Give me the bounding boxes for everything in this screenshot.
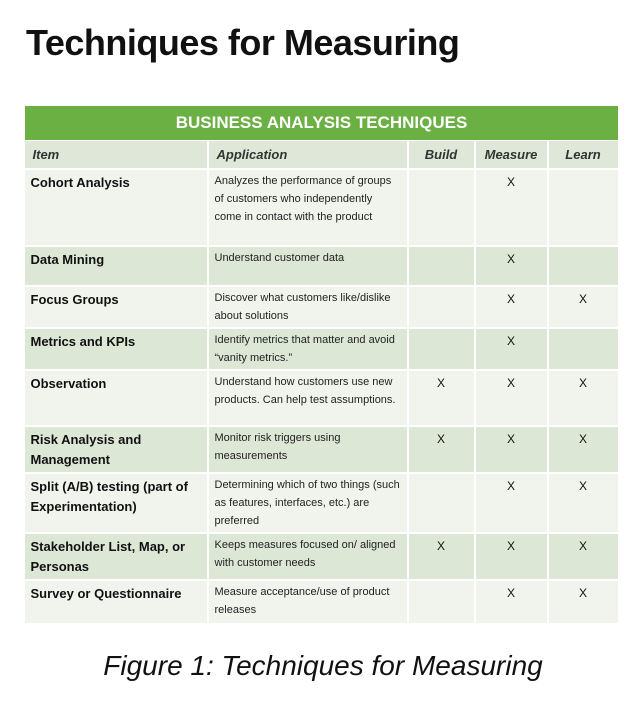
row-measure: X [475,533,548,580]
row-learn: X [548,473,619,533]
row-measure: X [475,286,548,328]
row-item: Risk Analysis and Management [25,426,208,473]
table-row [25,370,619,426]
row-build [408,169,475,246]
row-measure: X [475,426,548,473]
row-application: Measure acceptance/use of product releases [208,580,408,624]
row-learn: X [548,286,619,328]
row-item: Cohort Analysis [25,169,208,246]
table-row [25,328,619,370]
row-item: Focus Groups [25,286,208,328]
row-learn: X [548,426,619,473]
table-row [25,286,619,328]
techniques-table [24,105,620,625]
row-build [408,246,475,286]
row-measure: X [475,328,548,370]
row-learn: X [548,580,619,624]
row-application: Identify metrics that matter and avoid “vanity metrics.” [208,328,408,370]
row-measure: X [475,169,548,246]
figure-caption: Figure 1: Techniques for Measuring [103,650,543,681]
row-learn: X [548,370,619,426]
row-application: Understand customer data [208,246,408,286]
table-row [25,473,619,533]
row-application: Keeps measures focused on/ aligned with customer needs [208,533,408,580]
table-row [25,533,619,580]
row-item: Metrics and KPIs [25,328,208,370]
table-row [25,426,619,473]
page-title: Techniques for Measuring [26,22,460,63]
row-learn [548,246,619,286]
row-item: Observation [25,370,208,426]
table-row [25,580,619,624]
row-build: X [408,533,475,580]
row-build [408,580,475,624]
row-application: Analyzes the performance of groups of customers who independently come in contact with the product [208,169,408,246]
row-measure: X [475,370,548,426]
row-learn: X [548,533,619,580]
row-item: Data Mining [25,246,208,286]
header-learn: Learn [548,141,619,170]
header-measure: Measure [475,141,548,170]
row-build: X [408,426,475,473]
row-build [408,328,475,370]
row-application: Determining which of two things (such as features, interfaces, etc.) are preferred [208,473,408,533]
row-item: Stakeholder List, Map, or Personas [25,533,208,580]
row-measure: X [475,246,548,286]
header-item: Item [25,141,208,170]
row-application: Understand how customers use new products. Can help test assumptions. [208,370,408,426]
row-learn [548,169,619,246]
table-banner: BUSINESS ANALYSIS TECHNIQUES [25,106,619,141]
row-build: X [408,370,475,426]
row-measure: X [475,580,548,624]
row-learn [548,328,619,370]
header-build: Build [408,141,475,170]
row-item: Survey or Questionnaire [25,580,208,624]
table-row [25,169,619,246]
row-item: Split (A/B) testing (part of Experimentation) [25,473,208,533]
techniques-table-container [24,105,618,625]
header-application: Application [208,141,408,170]
row-application: Discover what customers like/dislike about solutions [208,286,408,328]
table-row [25,246,619,286]
row-measure: X [475,473,548,533]
row-build [408,286,475,328]
row-build [408,473,475,533]
row-application: Monitor risk triggers using measurements [208,426,408,473]
